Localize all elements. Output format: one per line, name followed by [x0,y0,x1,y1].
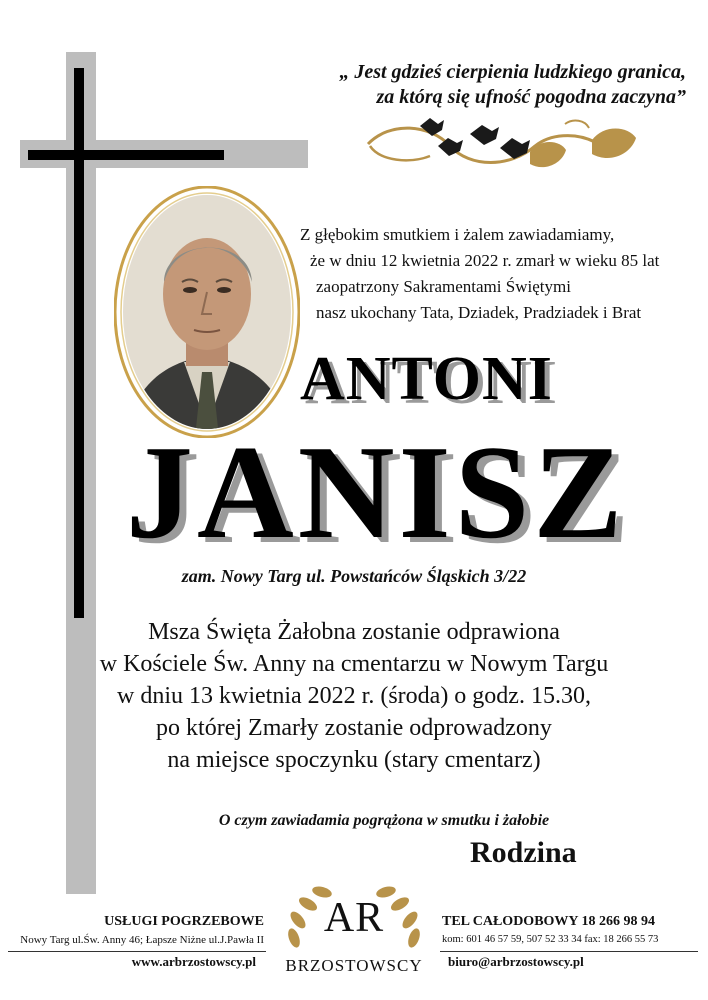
family-note: O czym zawiadamia pogrążona w smutku i żałobie [218,812,550,829]
footer-divider-right [440,951,698,952]
deceased-first-name: ANTONI [300,345,553,413]
logo-name: BRZOSTOWSCY [285,956,423,975]
mass-line-4: po której Zmarły zostanie odprowadzony [156,715,552,741]
cross-horizontal-bar [28,150,224,160]
leaf-ornament-icon [360,116,660,186]
quote [246,60,686,110]
intro-line-4: nasz ukochany Tata, Dziadek, Pradziadek i Brat [316,303,642,322]
mass-line-1: Msza Święta Żałobna zostanie odprawiona [148,619,560,645]
website-link[interactable]: www.arbrzostowscy.pl [131,954,256,969]
intro-line-3: zaopatrzony Sakramentami Świętymi [316,277,571,296]
family-signature: Rodzina [470,836,577,869]
mass-line-2: w Kościele Św. Anny na cmentarzu w Nowym Targu [99,651,609,677]
phone-24h: TEL CAŁODOBOWY 18 266 98 94 [442,914,656,929]
phone-numbers: kom: 601 46 57 59, 507 52 33 34 fax: 18 266 55 73 [442,934,659,945]
quote-line-2: za którą się ufność pogodna zaczyna” [376,86,686,108]
mass-line-3: w dniu 13 kwietnia 2022 r. (środa) o godz. 15.30, [117,683,591,709]
quote-line-1: „ Jest gdzieś cierpienia ludzkiego granica, [339,61,686,83]
portrait-photo [114,186,300,438]
announcement-intro [300,222,659,326]
funeral-services-title: USŁUGI POGRZEBOWE [104,914,264,929]
deceased-address: zam. Nowy Targ ul. Powstańców Śląskich 3/22 [181,566,527,586]
footer-divider-left [8,951,266,952]
email-link[interactable]: biuro@arbrzostowscy.pl [448,954,584,969]
logo-initials: AR [323,895,385,941]
intro-line-2: że w dniu 12 kwietnia 2022 r. zmarł w wieku 85 lat [310,251,660,270]
deceased-last-name: JANISZ [126,418,627,566]
funeral-mass-info [0,616,708,776]
intro-line-1: Z głębokim smutkiem i żalem zawiadamiamy, [300,225,615,244]
funeral-services-address: Nowy Targ ul.Św. Anny 46; Łapsze Niżne ul.J.Pawła II [20,934,264,946]
mass-line-5: na miejsce spoczynku (stary cmentarz) [167,747,541,773]
